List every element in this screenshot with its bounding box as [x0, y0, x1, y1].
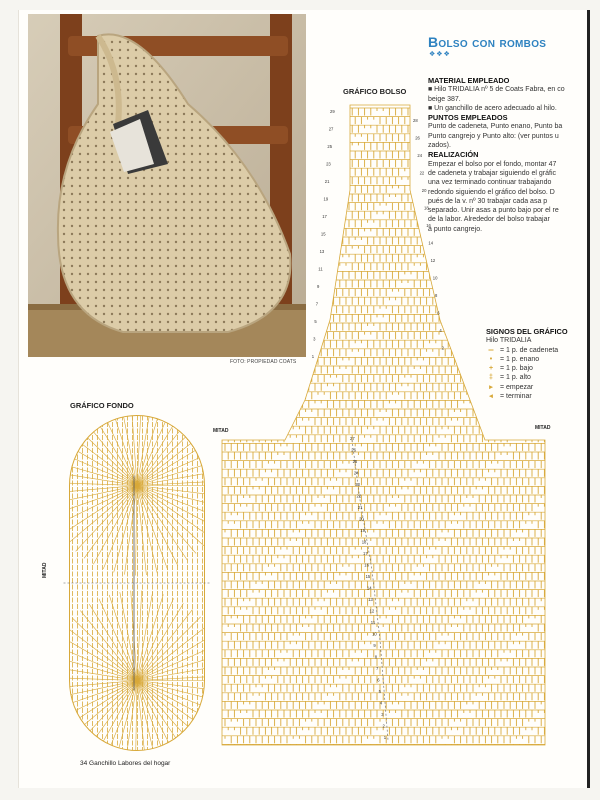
photo-caption: FOTO: PROPIEDAD COATS — [230, 359, 297, 365]
legend-item: ▸ = empezar — [486, 383, 568, 392]
base-radial-stitch — [56, 681, 137, 720]
row-number: 10 — [432, 275, 438, 281]
center-row-number: 7 — [376, 666, 379, 671]
center-row-number: 3 — [381, 712, 384, 717]
realizacion-line: de cadeneta y trabajar siguiendo el gráfic — [428, 169, 557, 177]
legend-heading: SIGNOS DEL GRÁFICO — [486, 327, 568, 336]
center-row-number: 11 — [370, 620, 376, 625]
legend-item: ‡ = 1 p. alto — [486, 373, 568, 382]
base-radial-stitch — [135, 681, 137, 771]
base-radial-stitch — [52, 681, 137, 710]
row-number: 26 — [415, 135, 420, 141]
slip-stitch-icon: • — [489, 355, 493, 363]
center-row-number: 12 — [369, 608, 375, 614]
base-radial-stitch — [137, 681, 157, 769]
row-number: 6 — [437, 310, 440, 316]
row-number: 12 — [430, 258, 436, 263]
puntos-line: Punto cangrejo y Punto alto: (ver puntos u — [428, 132, 559, 140]
row-number: 9 — [317, 284, 320, 289]
base-radial-stitch — [103, 486, 137, 569]
base-radial-stitch — [47, 677, 137, 680]
center-row-number: 17 — [363, 551, 368, 556]
base-radial-stitch — [84, 486, 137, 559]
page-footer: 34 Ganchillo Labores del hogar — [80, 760, 171, 767]
base-radial-stitch — [137, 681, 224, 703]
center-row-number: 22 — [356, 493, 362, 499]
row-number: 1 — [311, 354, 315, 359]
center-row-number: 27 — [350, 436, 355, 441]
center-row-number: 23 — [355, 482, 360, 487]
bag-chart-title: GRÁFICO BOLSO — [343, 87, 407, 96]
base-radial-stitch — [103, 681, 137, 764]
base-radial-stitch — [137, 449, 219, 486]
base-radial-stitch — [135, 486, 137, 576]
title-ornament: ❖❖❖ — [429, 51, 451, 58]
base-radial-stitch — [56, 486, 137, 525]
double-crochet-icon: ‡ — [489, 374, 493, 382]
center-row-number: 16 — [364, 562, 369, 568]
legend-item: ◂ = terminar — [486, 392, 568, 401]
material-line: ■ Hilo TRIDALIA nº 5 de Coats Fabra, en co — [428, 86, 565, 94]
base-chart-title: GRÁFICO FONDO — [70, 401, 134, 410]
row-number: 18 — [424, 205, 429, 211]
mitad-label-base: MITAD — [42, 562, 48, 578]
base-radial-stitch — [47, 482, 137, 485]
start-arrow-icon: ▸ — [489, 383, 493, 391]
center-row-number: 15 — [365, 574, 371, 579]
center-row-number: 14 — [366, 585, 372, 591]
center-row-number: 19 — [360, 528, 366, 533]
mitad-label-left: MITAD — [213, 428, 229, 434]
center-row-number: 5 — [378, 689, 381, 694]
row-number: 16 — [426, 223, 431, 228]
chain-stitch-icon: ═ — [488, 346, 494, 354]
row-number: 5 — [314, 319, 317, 324]
row-number: 4 — [439, 328, 442, 333]
row-number: 19 — [323, 196, 329, 202]
center-row-number: 13 — [368, 597, 373, 602]
realizacion-line: redondo siguiendo el gráfico del bolso. D — [428, 188, 555, 196]
row-number: 27 — [328, 126, 334, 132]
base-radial-stitch — [137, 486, 224, 508]
center-row-number: 18 — [361, 539, 367, 545]
base-radial-stitch — [49, 486, 137, 505]
single-crochet-icon: + — [488, 365, 494, 373]
base-radial-stitch — [49, 681, 137, 700]
bag-chart-grid — [220, 108, 551, 752]
row-number: 24 — [417, 153, 423, 158]
base-radial-stitch — [65, 431, 137, 485]
base-radial-stitch — [80, 416, 137, 486]
row-number: 20 — [421, 188, 427, 193]
row-number: 7 — [315, 301, 319, 307]
page-title: Bolso con rombos — [428, 34, 547, 50]
base-radial-stitch — [99, 599, 137, 681]
center-row-number: 1 — [383, 735, 387, 740]
base-radial-stitch — [137, 486, 221, 518]
base-radial-stitch — [84, 681, 137, 754]
base-radial-stitch — [59, 636, 137, 681]
legend-subheading: Hilo TRIDALIA — [486, 337, 532, 345]
base-radial-stitch — [137, 415, 192, 486]
center-row-number: 8 — [374, 654, 378, 660]
center-row-number: 6 — [377, 677, 380, 683]
base-radial-stitch — [137, 644, 219, 681]
legend-item: + = 1 p. bajo — [486, 364, 568, 373]
row-number: 13 — [319, 249, 325, 254]
row-number: 29 — [330, 109, 335, 114]
center-row-number: 9 — [373, 643, 376, 648]
center-row-number: 10 — [372, 631, 377, 637]
center-row-number: 21 — [357, 505, 363, 510]
realizacion-line: pués de la v. nº 30 trabajar cada asa p — [428, 197, 548, 205]
base-radial-stitch — [131, 396, 137, 486]
realizacion-heading: REALIZACIÓN — [428, 150, 479, 160]
puntos-line: Punto de cadeneta, Punto enano, Punto ba — [428, 123, 563, 131]
base-radial-stitch — [59, 441, 137, 486]
row-number: 21 — [324, 179, 330, 184]
realizacion-line: separado. Unir asas a punto bajo por el re — [428, 207, 559, 215]
puntos-heading: PUNTOS EMPLEADOS — [428, 113, 508, 123]
material-line: ■ Un ganchillo de acero adecuado al hilo. — [428, 104, 557, 112]
base-radial-stitch — [65, 626, 137, 680]
end-arrow-icon: ◂ — [489, 393, 493, 401]
row-number: 28 — [413, 118, 418, 123]
puntos-line: zados). — [428, 142, 451, 150]
center-row-number: 2 — [382, 723, 385, 729]
material-line: beige 387. — [428, 95, 461, 103]
center-row-number: 4 — [379, 700, 383, 706]
row-number: 15 — [320, 231, 326, 237]
base-radial-stitch — [80, 611, 137, 681]
legend-item: ═ = 1 p. de cadeneta — [486, 346, 568, 355]
row-number: 23 — [326, 161, 331, 167]
base-radial-stitch — [54, 450, 137, 485]
realizacion-line: Empezar el bolso por el fondo, montar 47 — [428, 160, 557, 168]
center-row-number: 25 — [352, 459, 358, 464]
realizacion-line: a punto cangrejo. — [428, 225, 483, 233]
realizacion-line: de la labor. Alrededor del bolso trabajar — [428, 216, 550, 224]
row-number: 17 — [322, 214, 327, 219]
realizacion-line: una vez terminado continuar trabajando — [428, 179, 552, 187]
material-heading: MATERIAL EMPLEADO — [428, 76, 510, 85]
row-number: 22 — [419, 170, 425, 176]
base-radial-stitch — [137, 681, 221, 713]
base-radial-stitch — [124, 486, 137, 575]
row-number: 25 — [327, 144, 333, 149]
mitad-label-right: MITAD — [535, 425, 551, 431]
base-radial-stitch — [54, 645, 137, 680]
row-number: 3 — [313, 336, 316, 342]
row-number: 8 — [435, 293, 438, 298]
base-radial-stitch — [52, 486, 137, 515]
center-row-number: 24 — [353, 470, 359, 476]
legend-item: • = 1 p. enano — [486, 355, 568, 364]
base-radial-stitch — [124, 681, 137, 770]
base-radial-stitch — [137, 610, 192, 681]
center-row-number: 20 — [359, 516, 364, 522]
row-number: 11 — [318, 266, 323, 272]
row-number: 2 — [441, 345, 444, 351]
row-number: 14 — [428, 240, 434, 246]
center-row-number: 26 — [351, 447, 356, 453]
